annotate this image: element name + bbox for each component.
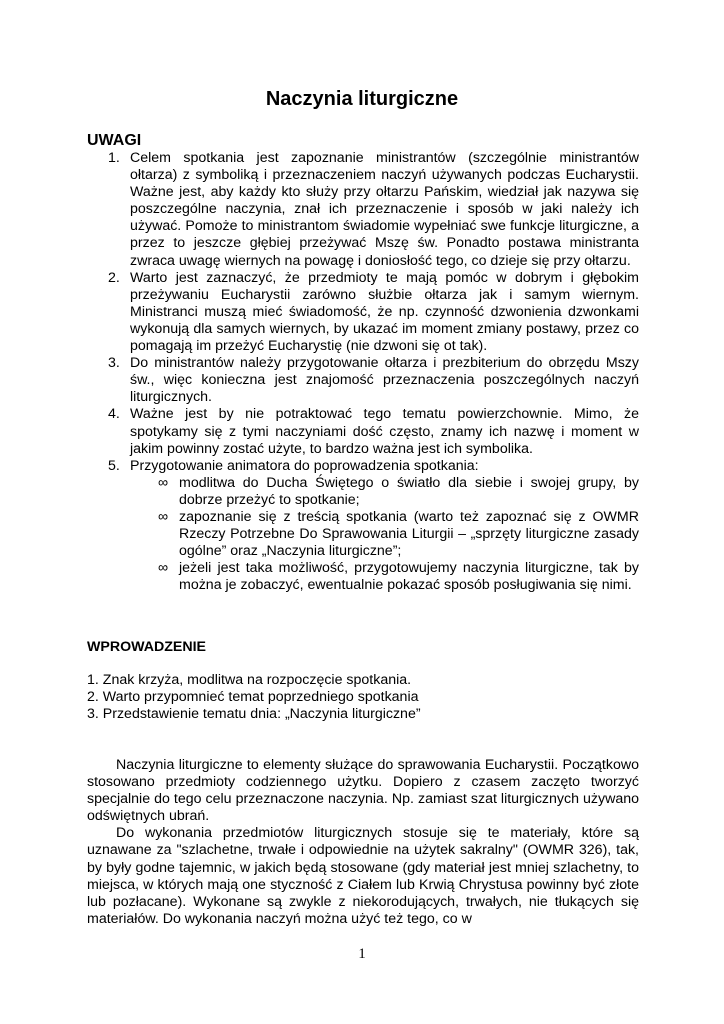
document-title: Naczynia liturgiczne xyxy=(265,88,459,110)
list-item xyxy=(87,270,639,355)
agenda-list xyxy=(87,672,639,723)
infinity-bullet-icon: ∞ xyxy=(158,508,169,525)
body-text xyxy=(87,757,639,928)
list-item xyxy=(87,150,639,270)
list-item-number: 1. xyxy=(108,150,120,166)
agenda-item: 3. Przedstawienie tematu dnia: „Naczynia liturgiczne” xyxy=(87,706,421,723)
body-paragraph: Naczynia liturgiczne to elementy służące do sprawowania Eucharystii. Początkowo stosowano przedmioty codziennego użytku. Dopiero z czasem zaczęto tworzyć specjalnie do tego celu przeznaczone naczynia. Np. zamiast szat liturgicznych używano odświętnych ubrań. xyxy=(87,757,639,825)
list-item-number: 2. xyxy=(108,269,120,286)
sub-list-item-text: jeżeli jest taka możliwość, przygotowujemy naczynia liturgiczne, tak by można je zobaczyć, ewentualnie pokazać sposób posługiwania się nimi. xyxy=(179,560,639,594)
sub-list-item-text: modlitwa do Ducha Świętego o światło dla siebie i swojej grupy, by dobrze przeżyć to spotkanie; xyxy=(179,474,639,508)
list-item-number: 3. xyxy=(108,355,120,372)
list-item-text: Przygotowanie animatora do poprowadzenia spotkania: xyxy=(130,457,479,474)
list-item-number: 5. xyxy=(108,457,120,474)
infinity-bullet-icon: ∞ xyxy=(158,474,169,491)
sub-list-item xyxy=(130,509,639,560)
list-item-text: Celem spotkania jest zapoznanie ministrantów (szczególnie ministrantów ołtarza) z symboliką i przeznaczeniem naczyń używanych podczas Eucharystii. Ważne jest, aby każdy kto służy przy ołtarzu Pańskim, wiedział jak nazywa się poszczególne naczynia, znał ich przeznaczenie i sposób w jaki należy ich używać. Pomoże to ministrantom świadomie wypełniać swe funkcje liturgiczne, a przez to jeszcze głębiej przeżywać Mszę św. Ponadto postawa ministranta zwraca uwagę wiernych na powagę i doniosłość tego, co dzieje się przy ołtarzu. xyxy=(130,150,639,269)
list-item-text: Ważne jest by nie potraktować tego tematu powierzchownie. Mimo, że spotykamy się z tymi naczyniami dość często, znamy ich nazwę i moment w jakim powinny zostać użyte, to bardzo ważna jest ich symbolika. xyxy=(130,406,639,457)
sub-list-item xyxy=(130,560,639,594)
sub-list xyxy=(130,475,639,595)
section-heading-wprowadzenie: WPROWADZENIE xyxy=(87,639,207,655)
agenda-item: 2. Warto przypomnieć temat poprzedniego spotkania xyxy=(87,689,419,706)
list-item xyxy=(87,406,639,457)
sub-list-item-text: zapoznanie się z treścią spotkania (warto też zapoznać się z OWMR Rzeczy Potrzebne Do Sprawowania Liturgii – „sprzęty liturgiczne zasady ogólne” oraz „Naczynia liturgiczne”; xyxy=(179,508,639,560)
list-item xyxy=(87,458,639,595)
agenda-item: 1. Znak krzyża, modlitwa na rozpoczęcie spotkania. xyxy=(87,672,412,688)
section-heading-uwagi: UWAGI xyxy=(87,132,142,149)
body-paragraph: Do wykonania przedmiotów liturgicznych stosuje się te materiały, które są uznawane za "szlachetne, trwałe i odpowiednie na użytek sakralny" (OWMR 326), tak, by były godne tajemnic, w jakich będą stosowane (gdy materiał jest mniej szlachetny, to miejsca, w których mają one styczność z Ciałem lub Krwią Chrystusa powinny być złote lub pozłacane). Wykonane są zwykle z niekorodujących, trwałych, nie tłukących się materiałów. Do wykonania naczyń można użyć też tego, co w xyxy=(87,825,639,927)
infinity-bullet-icon: ∞ xyxy=(158,560,169,577)
sub-list-item xyxy=(130,475,639,509)
list-item-number: 4. xyxy=(108,406,120,423)
list-item xyxy=(87,355,639,406)
list-item-text: Warto jest zaznaczyć, że przedmioty te mają pomóc w dobrym i głębokim przeżywaniu Eucharystii zarówno służbie ołtarza jak i samym wiernym. Ministranci muszą mieć świadomość, że np. czynność dzwonienia dzwonkami wykonują dla samych wiernych, by ukazać im moment zmiany postawy, przez co pomagają im przeżyć Eucharystię (nie dzwoni się ot tak). xyxy=(130,269,639,355)
notes-list xyxy=(87,150,639,594)
list-item-text: Do ministrantów należy przygotowanie ołtarza i prezbiterium do obrzędu Mszy św., więc konieczna jest znajomość przeznaczenia poszczególnych naczyń liturgicznych. xyxy=(130,355,639,406)
page-number: 1 xyxy=(358,946,366,962)
